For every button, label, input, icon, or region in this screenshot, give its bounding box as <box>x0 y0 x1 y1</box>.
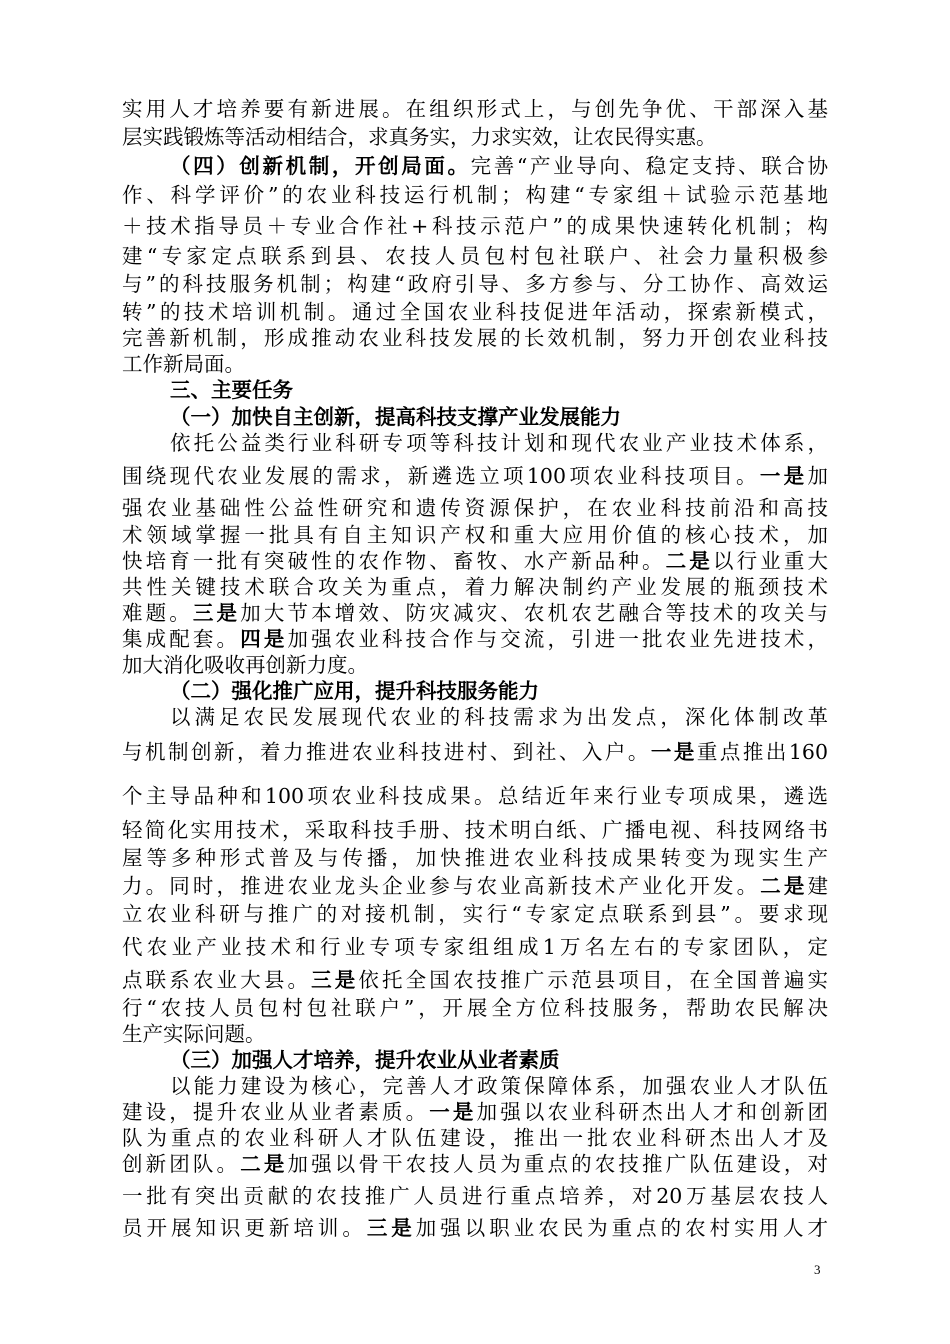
text-line: 队为重点的农业科研人才队伍建设，推出一批农业科研杰出人才及 <box>122 1126 828 1150</box>
text-line: 工作新局面。 <box>122 352 245 376</box>
text-line: 生产实际问题。 <box>122 1022 266 1046</box>
text-line: 与机制创新，着力推进农业科技进村、到社、入户。一是重点推出160 <box>122 740 828 764</box>
text-line: 共性关键技术联合攻关为重点，着力解决制约产业发展的瓶颈技术 <box>122 575 828 599</box>
text-line: 术领域掌握一批具有自主知识产权和重大应用价值的核心技术，加 <box>122 523 828 547</box>
text-line: 建“专家定点联系到县、农技人员包村包社联户、社会力量积极参 <box>122 244 828 268</box>
text-line: 以满足农民发展现代农业的科技需求为出发点，深化体制改革 <box>170 705 828 729</box>
section-heading: 三、主要任务 <box>170 378 293 402</box>
text-line: 与”的科技服务机制；构建“政府引导、多方参与、分工协作、高效运 <box>122 272 828 296</box>
text-line: 一批有突出贡献的农技推广人员进行重点培养，对20万基层农技人 <box>122 1184 828 1208</box>
text-line: 强农业基础性公益性研究和遗传资源保护，在农业科技前沿和高技 <box>122 496 828 520</box>
text-line: 转”的技术培训机制。通过全国农业科技促进年活动，探索新模式， <box>122 300 828 324</box>
text-line: 轻简化实用技术，采取科技手册、技术明白纸、广播电视、科技网络书 <box>122 818 828 842</box>
text-line: 围绕现代农业发展的需求，新遴选立项100项农业科技项目。一是加 <box>122 464 828 488</box>
text-line: ＋技术指导员＋专业合作社+科技示范户”的成果快速转化机制；构 <box>122 214 828 238</box>
text-line: 屋等多种形式普及与传播，加快推进农业科技成果转变为现实生产 <box>122 846 828 870</box>
subsection-heading: （三）加强人才培养，提升农业从业者素质 <box>170 1048 560 1072</box>
text-line: 快培育一批有突破性的农作物、畜牧、水产新品种。二是以行业重大 <box>122 549 828 573</box>
text-line: 行“农技人员包村包社联户”，开展全方位科技服务，帮助农民解决 <box>122 996 828 1020</box>
subsection-heading: （二）强化推广应用，提升科技服务能力 <box>170 679 539 703</box>
page-number: 3 <box>814 1262 821 1277</box>
text-line: 创新团队。二是加强以骨干农技人员为重点的农技推广队伍建设，对 <box>122 1152 828 1176</box>
text-line: 员开展知识更新培训。三是加强以职业农民为重点的农村实用人才 <box>122 1216 828 1240</box>
text-line: 点联系农业大县。三是依托全国农技推广示范县项目，在全国普遍实 <box>122 968 828 992</box>
text-line: 力。同时，推进农业龙头企业参与农业高新技术产业化开发。二是建 <box>122 874 828 898</box>
text-line: 难题。三是加大节本增效、防灾减灾、农机农艺融合等技术的攻关与 <box>122 601 828 625</box>
text-line: 依托公益类行业科研专项等科技计划和现代农业产业技术体系， <box>170 431 828 455</box>
section-heading-line: （四）创新机制，开创局面。完善“产业导向、稳定支持、联合协 <box>170 154 828 178</box>
text-line: 个主导品种和100项农业科技成果。总结近年来行业专项成果，遴选 <box>122 784 828 808</box>
text-line: 加大消化吸收再创新力度。 <box>122 653 368 677</box>
text-line: 以能力建设为核心，完善人才政策保障体系，加强农业人才队伍 <box>170 1074 828 1098</box>
text-line: 代农业产业技术和行业专项专家组组成1万名左右的专家团队，定 <box>122 935 828 959</box>
text-line: 实用人才培养要有新进展。在组织形式上，与创先争优、干部深入基 <box>122 97 828 121</box>
text-line: 层实践锻炼等活动相结合，求真务实，力求实效，让农民得实惠。 <box>122 125 717 149</box>
text-line: 立农业科研与推广的对接机制，实行“专家定点联系到县”。要求现 <box>122 902 828 926</box>
subsection-heading: （一）加快自主创新，提高科技支撑产业发展能力 <box>170 405 621 429</box>
text-line: 作、科学评价”的农业科技运行机制；构建“专家组＋试验示范基地 <box>122 183 828 207</box>
text-line: 建设，提升农业从业者素质。一是加强以农业科研杰出人才和创新团 <box>122 1100 828 1124</box>
text-line: 完善新机制，形成推动农业科技发展的长效机制，努力开创农业科技 <box>122 326 828 350</box>
text-line: 集成配套。四是加强农业科技合作与交流，引进一批农业先进技术， <box>122 627 828 651</box>
